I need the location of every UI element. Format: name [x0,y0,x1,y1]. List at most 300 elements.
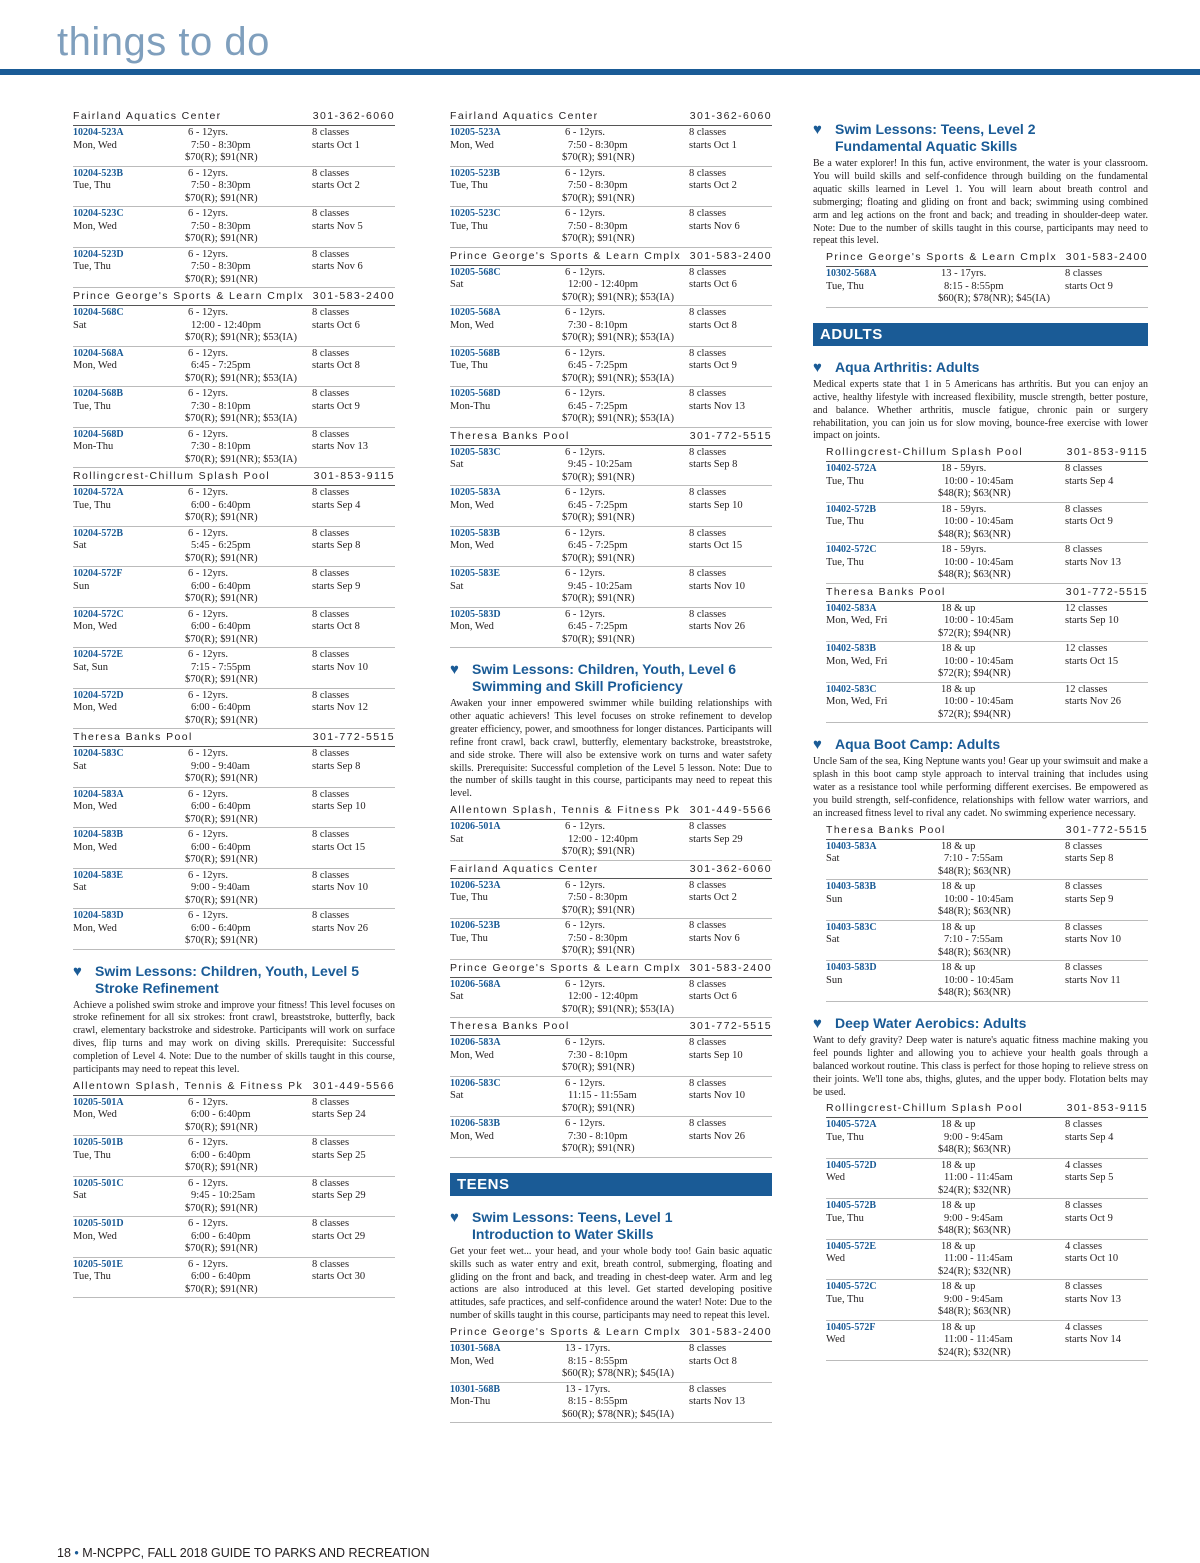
class-time: 6:45 - 7:25pm [568,540,628,551]
class-days: Mon, Wed [73,360,117,371]
class-row [826,462,1148,503]
class-time: 6:45 - 7:25pm [568,360,628,371]
class-schedule-cell [312,870,395,908]
class-schedule-cell [689,880,772,918]
class-code[interactable]: 10204-523A [73,127,124,138]
class-detail-cell [562,487,689,525]
class-code-cell [73,1097,188,1135]
class-price: $70(R); $91(NR) [185,935,258,946]
class-code[interactable]: 10405-572F [826,1321,876,1333]
class-detail-cell [185,307,312,345]
class-count: 4 classes [1065,1159,1103,1171]
class-code[interactable]: 10205-501E [73,1258,123,1270]
class-code[interactable]: 10205-501C [73,1177,124,1189]
class-schedule-cell [1065,922,1148,960]
class-days: Tue, Thu [450,892,488,904]
class-count: 8 classes [312,527,350,539]
class-code[interactable]: 10205-523A [450,127,501,138]
class-price: $70(R); $91(NR); $53(IA) [185,413,297,424]
class-time: 10:00 - 10:45am [944,696,1014,708]
class-time: 6:45 - 7:25pm [191,360,251,371]
class-start: starts Oct 9 [1065,1212,1113,1224]
class-row [73,207,395,248]
class-time: 11:15 - 11:55am [568,1090,637,1102]
location-name: Rollingcrest-Chillum Splash Pool [826,1102,1024,1115]
class-detail-cell [185,1258,312,1297]
class-count: 8 classes [689,1343,727,1355]
class-start: starts Nov 13 [312,441,368,452]
class-price: $70(R); $91(NR); $53(IA) [562,372,674,384]
class-days: Tue, Thu [73,180,111,191]
class-schedule-cell [689,609,772,647]
class-code-cell [826,922,941,960]
location-header [450,962,772,978]
class-days: Tue, Thu [826,280,864,292]
class-count: 8 classes [689,446,727,458]
class-time: 6:00 - 6:40pm [191,841,251,853]
class-ages: 18 & up [941,602,976,614]
class-row [73,567,395,608]
class-start: starts Nov 11 [1065,974,1121,986]
course-title-line: Swim Lessons: Teens, Level 2 [835,121,1036,137]
location-name: Theresa Banks Pool [73,731,193,743]
class-row [450,207,772,248]
class-code[interactable]: 10403-583D [826,962,877,974]
class-count: 8 classes [312,910,350,921]
class-days: Mon, Wed [73,1109,117,1121]
class-ages: 18 & up [941,921,976,933]
class-code[interactable]: 10204-583D [73,910,124,921]
class-days: Tue, Thu [450,360,488,371]
class-time: 12:00 - 12:40pm [568,991,638,1003]
class-row [73,1258,395,1299]
column-3 [813,108,1148,1361]
course-title [813,736,1148,753]
class-code-cell [73,789,188,827]
class-days: Wed [826,1253,845,1265]
class-start: starts Nov 10 [312,882,368,893]
class-schedule-cell [312,429,395,467]
class-code[interactable]: 10205-568D [450,388,501,399]
class-schedule-cell [312,249,395,287]
class-code[interactable]: 10204-568C [73,307,124,318]
class-code-cell [450,568,565,606]
class-row [826,267,1148,308]
class-start: starts Sep 29 [312,1190,366,1202]
class-code[interactable]: 10204-568D [73,428,124,440]
location-header [73,1080,395,1096]
class-ages: 6 - 12yrs. [565,527,605,539]
class-code[interactable]: 10403-583A [826,840,877,852]
class-count: 8 classes [689,1077,727,1089]
class-ages: 6 - 12yrs. [188,568,228,579]
course-title-line: Swimming and Skill Proficiency [472,678,683,694]
class-code[interactable]: 10205-583A [450,487,501,498]
class-count: 8 classes [312,347,350,359]
class-code[interactable]: 10302-568A [826,268,877,280]
class-code[interactable]: 10206-501A [450,821,501,833]
class-count: 8 classes [312,788,350,800]
course-description: Be a water explorer! In this fun, active environment, the water is your classroom. You will build skills and self-confidence through building on the fundamental aquatic skills learned in Level 1. You will learn about breath control and submerging; floating and gliding on front and back; swimming using combined arm and leg actions on the front and back; and treading in shoulder-deep water. Note: Due to the number of skills taught in this course, participants may need to repeat this level. [813,158,1148,247]
class-time: 10:00 - 10:45am [944,475,1014,487]
class-code-cell [73,1218,188,1256]
class-code[interactable]: 10204-523B [73,167,123,179]
course-title-line: Stroke Refinement [95,979,219,996]
heart-icon: ♥ [813,121,822,138]
class-start: starts Sep 9 [1065,893,1114,905]
course-title-line: Aqua Arthritis: Adults [835,358,980,375]
class-start: starts Sep 9 [312,580,361,592]
class-code[interactable]: 10405-572D [826,1159,877,1171]
class-row [73,1136,395,1177]
class-ages: 6 - 12yrs. [565,307,605,318]
class-row [450,608,772,649]
class-code-cell [826,268,941,306]
class-code[interactable]: 10205-568A [450,307,501,318]
class-ages: 6 - 12yrs. [188,1177,228,1189]
class-row [826,543,1148,584]
class-count: 8 classes [312,748,350,759]
class-price: $70(R); $91(NR) [185,1121,258,1133]
class-code[interactable]: 10206-523A [450,879,501,891]
class-code[interactable]: 10206-583C [450,1077,501,1089]
class-row [73,788,395,829]
class-time: 7:30 - 8:10pm [191,441,251,452]
class-detail-cell [185,388,312,426]
class-price: $48(R); $63(NR) [938,1144,1011,1156]
class-schedule-cell [312,1218,395,1256]
class-days: Mon, Wed [73,220,117,232]
class-code[interactable]: 10205-583E [450,568,500,579]
class-code[interactable]: 10405-572E [826,1240,876,1252]
class-code[interactable]: 10204-572A [73,487,124,498]
class-time: 7:50 - 8:30pm [568,139,628,151]
class-row [826,602,1148,643]
class-price: $70(R); $91(NR) [185,813,258,825]
class-time: 10:00 - 10:45am [944,974,1014,986]
class-price: $70(R); $91(NR) [185,1243,258,1255]
class-ages: 18 - 59yrs. [941,544,987,556]
class-detail-cell [185,1137,312,1175]
class-schedule-cell [1065,504,1148,542]
class-ages: 6 - 12yrs. [188,208,228,219]
class-ages: 6 - 12yrs. [565,1118,605,1130]
class-code[interactable]: 10204-523D [73,248,124,260]
heart-icon: ♥ [450,661,459,678]
class-time: 7:30 - 8:10pm [191,400,251,412]
class-price: $70(R); $91(NR) [562,1062,635,1074]
class-row [73,828,395,869]
class-start: starts Nov 14 [1065,1334,1121,1346]
class-code-cell [450,880,565,918]
class-code[interactable]: 10205-501B [73,1137,123,1149]
class-code[interactable]: 10205-568B [450,347,500,359]
class-code[interactable]: 10402-572B [826,503,876,515]
class-row [450,1036,772,1077]
class-ages: 6 - 12yrs. [188,428,228,440]
class-days: Tue, Thu [826,1131,864,1143]
course-description: Get your feet wet... your head, and your whole body too! Gain basic aquatic skills such as water entry and exit, breath control, submerging, floating and gliding on the front and back, and treading in chest-deep water. Arm and leg actions are also introduced at this level. Get started developing positive attitudes, safe practices, and self-confidence around the water! Note: Due to the number of skills taught in this course, participants may need to repeat this level. [450,1245,772,1322]
class-row [826,1199,1148,1240]
class-schedule-cell [689,1078,772,1116]
class-days: Sat [73,319,87,331]
class-ages: 18 & up [941,683,976,695]
class-ages: 18 & up [941,1321,976,1333]
class-price: $70(R); $91(NR); $53(IA) [562,413,674,424]
class-detail-cell [938,643,1065,681]
class-schedule-cell [312,690,395,728]
class-days: Tue, Thu [73,1271,111,1283]
class-code[interactable]: 10204-568A [73,347,124,359]
location-name: Rollingcrest-Chillum Splash Pool [826,446,1024,459]
class-time: 7:30 - 8:10pm [568,1130,628,1142]
class-price: $60(R); $78(NR); $45(IA) [562,1368,674,1380]
class-start: starts Nov 26 [1065,696,1121,708]
class-code[interactable]: 10205-583B [450,527,500,539]
class-price: $48(R); $63(NR) [938,528,1011,540]
class-code-cell [826,1281,941,1319]
class-days: Sat [73,1190,87,1202]
class-code[interactable]: 10206-583A [450,1037,501,1049]
class-start: starts Nov 13 [1065,556,1121,568]
class-ages: 6 - 12yrs. [565,446,605,458]
class-detail-cell [938,921,1065,960]
class-ages: 13 - 17yrs. [941,268,987,280]
class-price: $72(R); $94(NR) [938,668,1011,680]
class-code[interactable]: 10205-568C [450,266,501,278]
column-2 [450,108,772,1423]
class-schedule-cell [689,1118,772,1156]
class-time: 6:00 - 6:40pm [191,580,251,592]
class-time: 6:00 - 6:40pm [191,621,251,632]
class-detail-cell [185,788,312,827]
class-detail-cell [562,446,689,485]
class-start: starts Sep 10 [689,1049,743,1061]
class-price: $70(R); $91(NR) [562,471,635,483]
class-code-cell [450,1118,565,1156]
class-count: 8 classes [689,266,727,278]
class-days: Tue, Thu [826,516,864,528]
class-code-cell [826,1322,941,1360]
class-schedule-cell [1065,962,1148,1000]
class-code-cell [450,1078,565,1116]
course-title [813,1015,1148,1032]
class-code[interactable]: 10204-568B [73,388,123,399]
class-row [73,1217,395,1258]
class-code-cell [826,1160,941,1198]
class-detail-cell [938,268,1065,306]
class-count: 8 classes [1065,268,1103,280]
class-code-cell [73,487,188,525]
class-ages: 6 - 12yrs. [188,127,228,138]
class-row [450,167,772,208]
location-header [450,863,772,879]
class-days: Sat, Sun [73,661,109,673]
class-price: $48(R); $63(NR) [938,946,1011,958]
class-ages: 18 & up [941,1200,976,1212]
class-code[interactable]: 10206-568A [450,978,501,990]
class-start: starts Nov 12 [312,702,368,713]
class-code[interactable]: 10402-583A [826,602,877,614]
class-code-cell [73,690,188,728]
course-title [450,661,772,695]
class-detail-cell [185,248,312,287]
location-header [826,251,1148,267]
class-code[interactable]: 10205-501A [73,1096,124,1108]
class-detail-cell [938,503,1065,542]
class-code[interactable]: 10402-583B [826,643,876,655]
class-code[interactable]: 10204-572C [73,608,124,620]
class-detail-cell [562,920,689,958]
location-phone: 301-772-5515 [1065,823,1148,836]
class-schedule-cell [689,1384,772,1422]
class-code[interactable]: 10205-501D [73,1218,124,1230]
location-phone: 301-853-9115 [1066,446,1148,459]
class-code[interactable]: 10206-583B [450,1118,500,1130]
class-code-cell [450,920,565,958]
class-price: $70(R); $91(NR) [562,1143,635,1155]
class-start: starts Sep 8 [312,540,361,551]
course-title-line: Introduction to Water Skills [472,1225,654,1242]
class-count: 8 classes [312,689,350,701]
class-row [450,1383,772,1424]
class-code[interactable]: 10204-572E [73,649,123,660]
class-code[interactable]: 10405-572B [826,1200,876,1212]
class-code[interactable]: 10402-572C [826,544,877,556]
class-time: 7:30 - 8:10pm [568,319,628,331]
class-code[interactable]: 10301-568B [450,1383,500,1395]
class-days: Tue, Thu [450,180,488,191]
class-code-cell [450,979,565,1017]
location-phone: 301-362-6060 [689,862,772,875]
class-code[interactable]: 10204-583C [73,748,124,759]
class-count: 8 classes [312,307,350,318]
class-detail-cell [562,821,689,859]
class-row [450,820,772,861]
class-schedule-cell [1065,1119,1148,1157]
class-code[interactable]: 10204-523C [73,208,124,219]
class-schedule-cell [312,829,395,867]
class-row [73,486,395,527]
class-detail-cell [185,689,312,728]
class-code[interactable]: 10206-523B [450,920,500,932]
class-code[interactable]: 10205-523C [450,208,501,219]
class-code[interactable]: 10402-583C [826,683,877,695]
class-code[interactable]: 10405-572A [826,1119,877,1131]
class-detail-cell [562,608,689,647]
class-code[interactable]: 10402-572A [826,463,877,475]
class-price: $70(R); $91(NR) [562,1102,635,1114]
course-title-line: Fundamental Aquatic Skills [835,138,1018,154]
class-time: 10:00 - 10:45am [944,655,1014,667]
class-code[interactable]: 10205-523B [450,167,500,179]
class-code[interactable]: 10405-572C [826,1281,877,1293]
class-row [826,1321,1148,1362]
class-time: 11:00 - 11:45am [944,1172,1013,1184]
class-code[interactable]: 10204-572D [73,689,124,701]
class-days: Tue, Thu [73,499,111,511]
class-time: 6:00 - 6:40pm [191,801,251,812]
location-header [73,290,395,306]
class-start: starts Oct 8 [312,360,360,371]
class-detail-cell [562,568,689,606]
class-count: 8 classes [1065,463,1103,475]
class-count: 8 classes [689,388,727,399]
class-start: starts Oct 15 [312,841,366,853]
class-time: 5:45 - 6:25pm [191,540,251,551]
class-time: 6:00 - 6:40pm [191,499,251,511]
class-code-cell [73,609,188,647]
class-row [826,1118,1148,1159]
class-row [73,1096,395,1137]
class-code[interactable]: 10204-572B [73,527,123,539]
class-days: Tue, Thu [73,400,111,412]
class-price: $48(R); $63(NR) [938,906,1011,918]
class-detail-cell [938,602,1065,641]
class-code[interactable]: 10204-583B [73,829,123,840]
class-row [826,1240,1148,1281]
class-ages: 6 - 12yrs. [188,748,228,759]
location-name: Prince George's Sports & Learn Cmplx [73,290,304,302]
course-title [450,1209,772,1243]
class-days: Mon, Wed [450,139,494,151]
course-description: Medical experts state that 1 in 5 Americans has arthritis. But you can enjoy an active, healthy lifestyle with increased flexibility, muscle strength, better posture, and balance. Whether arthritis, muscle fatigue, chronic pain or surgery rehabilitation, you can join us for slow moving, bounce-free exercise with lower impact on joints. [813,378,1148,442]
class-code[interactable]: 10403-583B [826,881,876,893]
class-code[interactable]: 10205-583D [450,608,501,620]
class-code[interactable]: 10204-583A [73,788,124,800]
class-start: starts Oct 6 [312,319,360,331]
class-start: starts Oct 9 [1065,280,1113,292]
class-price: $70(R); $91(NR) [562,152,635,163]
class-code[interactable]: 10403-583C [826,921,877,933]
class-time: 6:00 - 6:40pm [191,1149,251,1161]
class-detail-cell [562,1077,689,1116]
class-price: $70(R); $91(NR) [562,904,635,916]
class-detail-cell [562,1118,689,1156]
class-code[interactable]: 10205-583C [450,446,501,458]
class-code-cell [73,870,188,908]
class-price: $70(R); $91(NR) [562,945,635,957]
class-time: 9:45 - 10:25am [568,459,633,470]
class-time: 7:30 - 8:10pm [568,1049,628,1061]
class-detail-cell [185,527,312,566]
class-time: 9:00 - 9:45am [944,1131,1003,1143]
class-detail-cell [562,879,689,918]
class-detail-cell [938,1159,1065,1198]
class-start: starts Sep 25 [312,1149,366,1161]
class-detail-cell [562,208,689,246]
class-count: 8 classes [689,167,727,179]
class-row [73,527,395,568]
section-header: ADULTS [813,323,1148,346]
class-code[interactable]: 10204-572F [73,568,123,579]
class-detail-cell [185,1096,312,1135]
class-start: starts Nov 10 [689,580,745,592]
class-code[interactable]: 10204-583E [73,869,123,881]
class-schedule-cell [689,1343,772,1381]
class-code-cell [73,307,188,345]
class-schedule-cell [689,528,772,566]
class-detail-cell [562,1343,689,1381]
class-ages: 6 - 12yrs. [565,487,605,498]
heart-icon: ♥ [450,1208,459,1226]
class-price: $70(R); $91(NR) [185,152,258,163]
class-detail-cell [185,347,312,386]
location-name: Prince George's Sports & Learn Cmplx [450,961,681,974]
class-code[interactable]: 10301-568A [450,1343,501,1355]
class-schedule-cell [1065,643,1148,681]
class-row [450,446,772,487]
